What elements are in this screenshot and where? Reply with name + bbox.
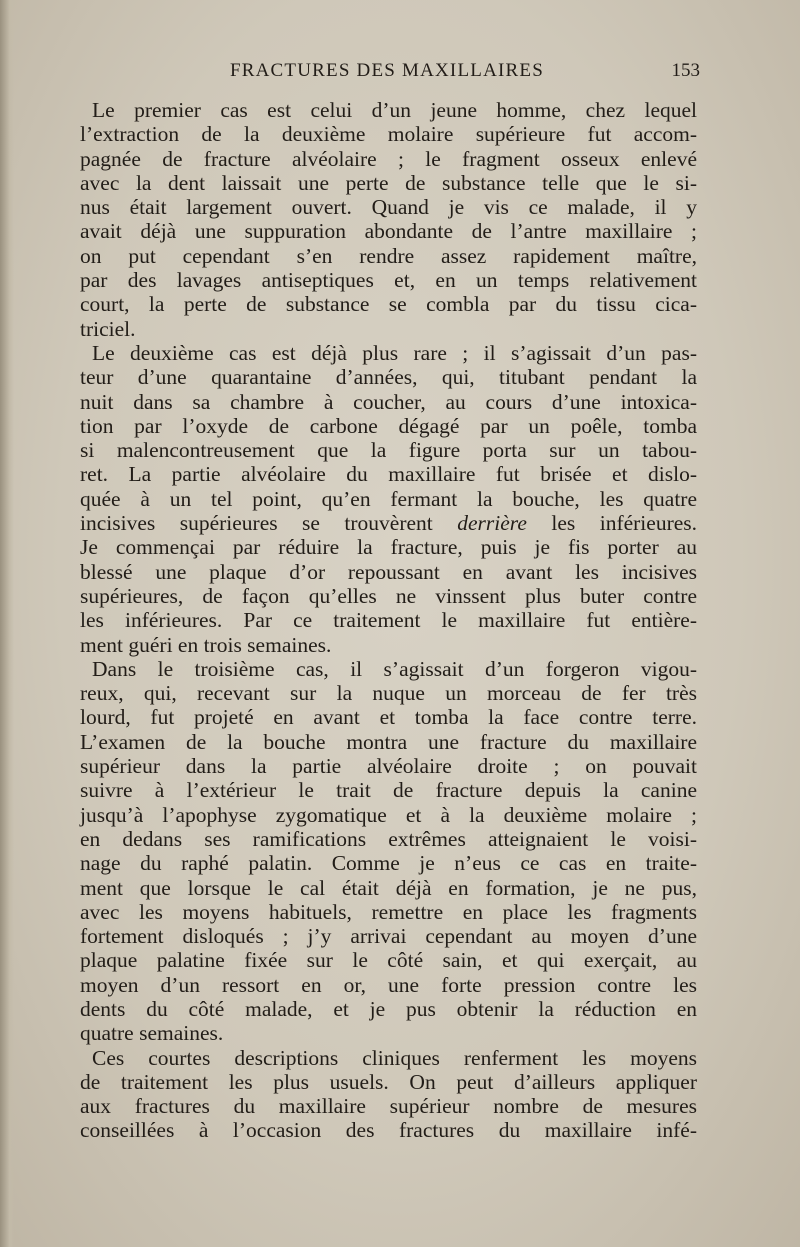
- text-line: conseillées à l’occasion des fractures du maxillaire infé-: [80, 1118, 697, 1143]
- text-line: l’extraction de la deuxième molaire supérieure fut accom-: [80, 122, 697, 147]
- text-line: Ces courtes descriptions cliniques renferment les moyens: [92, 1045, 697, 1070]
- text-line: Le premier cas est celui d’un jeune homme, chez lequel: [92, 98, 697, 122]
- running-head-title: FRACTURES DES MAXILLAIRES: [230, 60, 544, 81]
- text-line: blessé une plaque d’or repoussant en avant les incisives: [80, 559, 697, 584]
- text-segment: incisives supérieures se trouvèrent: [80, 511, 433, 536]
- text-line: Le deuxième cas est déjà plus rare ; il s’agissait d’un pas-: [92, 340, 697, 365]
- text-line: triciel.: [80, 316, 136, 341]
- text-line: les inférieures. Par ce traitement le maxillaire fut entière-: [80, 608, 697, 633]
- text-line: Je commençai par réduire la fracture, puis je fis porter au: [80, 535, 697, 560]
- body-text: [80, 98, 697, 1143]
- text-line: aux fractures du maxillaire supérieur nombre de mesures: [80, 1094, 697, 1119]
- text-line: jusqu’à l’apophyse zygomatique et à la deuxième molaire ;: [80, 802, 697, 827]
- text-line: plaque palatine fixée sur le côté sain, et qui exerçait, au: [80, 948, 697, 973]
- text-line: court, la perte de substance se combla par du tissu cica-: [80, 292, 697, 317]
- text-line: suivre à l’extérieur le trait de fracture depuis la canine: [80, 778, 697, 803]
- text-line: si malencontreusement que la figure porta sur un tabou-: [80, 438, 697, 463]
- text-line: quatre semaines.: [80, 1021, 224, 1046]
- text-line: supérieur dans la partie alvéolaire droite ; on pouvait: [80, 754, 697, 779]
- text-line: moyen d’un ressort en or, une forte pression contre les: [80, 972, 697, 997]
- text-line: ment guéri en trois semaines.: [80, 632, 332, 657]
- text-line: supérieures, de façon qu’elles ne vinssent plus buter contre: [80, 583, 697, 608]
- text-line: nuit dans sa chambre à coucher, au cours d’une intoxica-: [80, 389, 697, 414]
- text-line: L’examen de la bouche montra une fracture du maxillaire: [80, 729, 697, 754]
- text-segment: les inférieures.: [551, 511, 698, 536]
- text-line: avec la dent laissait une perte de substance telle que le si-: [80, 170, 697, 195]
- text-line: ment que lorsque le cal était déjà en formation, je ne pus,: [80, 875, 697, 900]
- page-binding-edge: [0, 0, 14, 1247]
- text-line: en dedans ses ramifications extrêmes atteignaient le voisi-: [80, 826, 697, 851]
- running-head: [80, 60, 700, 86]
- text-line: nus était largement ouvert. Quand je vis ce malade, il y: [80, 195, 697, 220]
- text-line: avait déjà une suppuration abondante de l’antre maxillaire ;: [80, 219, 697, 244]
- text-line: pagnée de fracture alvéolaire ; le fragment osseux enlevé: [80, 146, 697, 171]
- page-number: 153: [671, 60, 700, 81]
- text-line: nage du raphé palatin. Comme je n’eus ce cas en traite-: [80, 851, 697, 876]
- text-line: lourd, fut projeté en avant et tomba la face contre terre.: [80, 705, 697, 730]
- text-line: de traitement les plus usuels. On peut d’ailleurs appliquer: [80, 1069, 697, 1094]
- text-line: Dans le troisième cas, il s’agissait d’un forgeron vigou-: [92, 656, 697, 681]
- text-line-with-italic: [80, 511, 697, 535]
- text-line: quée à un tel point, qu’en fermant la bouche, les quatre: [80, 486, 697, 511]
- text-line: on put cependant s’en rendre assez rapidement maître,: [80, 243, 697, 268]
- italic-word: derrière: [457, 511, 527, 536]
- text-line: ret. La partie alvéolaire du maxillaire fut brisée et dislo-: [80, 462, 697, 487]
- text-line: par des lavages antiseptiques et, en un temps relativement: [80, 268, 697, 293]
- text-line: teur d’une quarantaine d’années, qui, titubant pendant la: [80, 365, 697, 390]
- text-line: fortement disloqués ; j’y arrivai cependant au moyen d’une: [80, 924, 697, 949]
- text-line: reux, qui, recevant sur la nuque un morceau de fer très: [80, 681, 697, 706]
- text-line: tion par l’oxyde de carbone dégagé par un poêle, tomba: [80, 413, 697, 438]
- text-line: dents du côté malade, et je pus obtenir la réduction en: [80, 996, 697, 1021]
- text-line: avec les moyens habituels, remettre en place les fragments: [80, 899, 697, 924]
